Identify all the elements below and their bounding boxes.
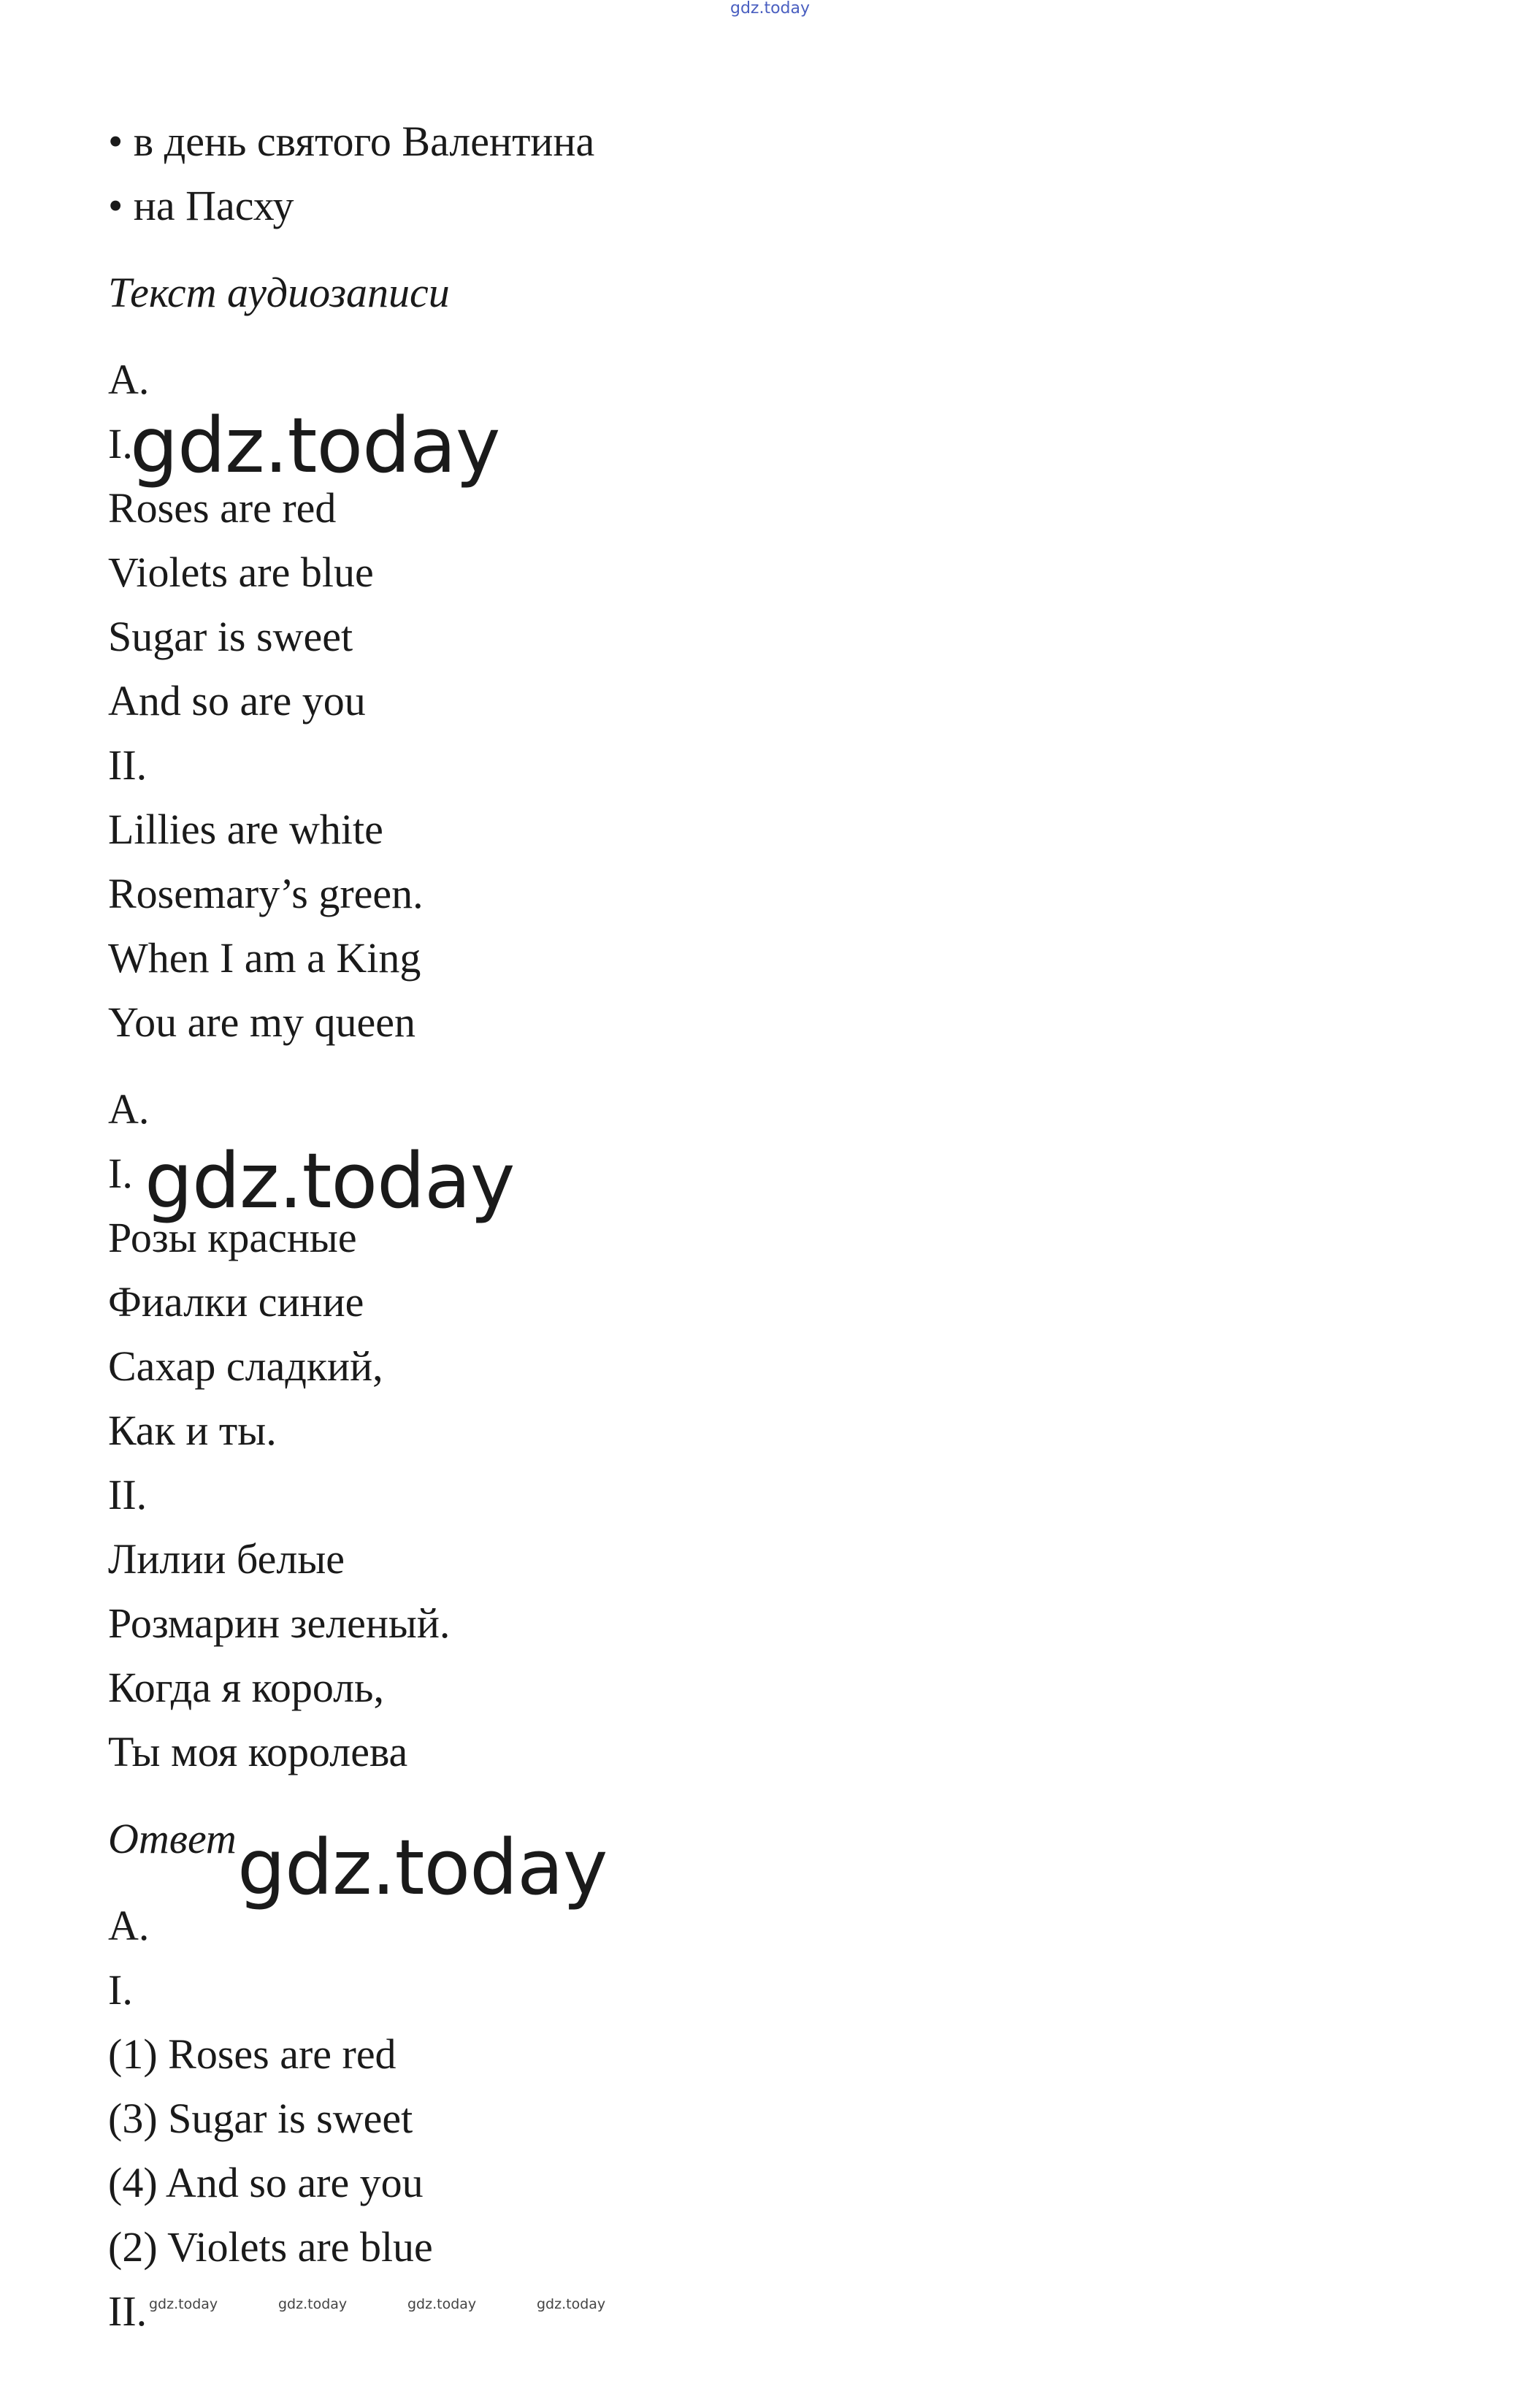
russian-poem-line: Розмарин зеленый. xyxy=(108,1599,451,1647)
answer-line: (2) Violets are blue xyxy=(108,2223,433,2271)
watermark-large: gdz.today xyxy=(237,1823,608,1912)
english-part2-label: II. xyxy=(108,741,148,789)
english-poem-line: Sugar is sweet xyxy=(108,613,353,660)
watermark-small: gdz.today xyxy=(278,2296,348,2312)
answer-line: (1) Roses are red xyxy=(108,2030,397,2078)
russian-part2-label: II. xyxy=(108,1471,148,1518)
russian-part1-label: I. xyxy=(108,1150,133,1197)
audio-heading: Текст аудиозаписи xyxy=(108,269,450,316)
watermark-large: gdz.today xyxy=(130,401,500,490)
russian-poem-line: Сахар сладкий, xyxy=(108,1342,383,1390)
answer-part1-label: I. xyxy=(108,1966,133,2014)
answer-section-label: A. xyxy=(108,1902,150,1949)
russian-poem-line: Розы красные xyxy=(108,1214,357,1261)
watermark-small: gdz.today xyxy=(407,2296,477,2312)
watermark-large: gdz.today xyxy=(145,1136,515,1226)
header-watermark: gdz.today xyxy=(729,0,811,18)
english-poem-line: You are my queen xyxy=(108,998,415,1046)
english-poem-line: When I am a King xyxy=(108,934,421,982)
english-part1-label: I. xyxy=(108,420,133,467)
english-section-label: A. xyxy=(108,356,150,403)
answer-line: (3) Sugar is sweet xyxy=(108,2095,413,2142)
watermark-small: gdz.today xyxy=(537,2296,606,2312)
answer-line: (4) And so are you xyxy=(108,2159,424,2206)
bullet-valentine: • в день святого Валентина xyxy=(108,118,595,165)
russian-poem-line: Как и ты. xyxy=(108,1407,277,1454)
russian-section-label: A. xyxy=(108,1085,150,1133)
english-poem-line: Rosemary’s green. xyxy=(108,870,424,917)
answer-part2-label: II. xyxy=(108,2287,148,2335)
english-poem-line: Lillies are white xyxy=(108,806,383,853)
russian-poem-line: Ты моя королева xyxy=(108,1728,408,1775)
english-poem-line: Roses are red xyxy=(108,484,337,532)
russian-poem-line: Фиалки синие xyxy=(108,1278,364,1326)
answer-heading: Ответ xyxy=(108,1815,237,1862)
english-poem-line: And so are you xyxy=(108,677,366,724)
english-poem-line: Violets are blue xyxy=(108,548,374,596)
watermark-small: gdz.today xyxy=(149,2296,218,2312)
bullet-easter: • на Пасху xyxy=(108,182,294,229)
russian-poem-line: Когда я король, xyxy=(108,1664,384,1711)
russian-poem-line: Лилии белые xyxy=(108,1535,345,1583)
